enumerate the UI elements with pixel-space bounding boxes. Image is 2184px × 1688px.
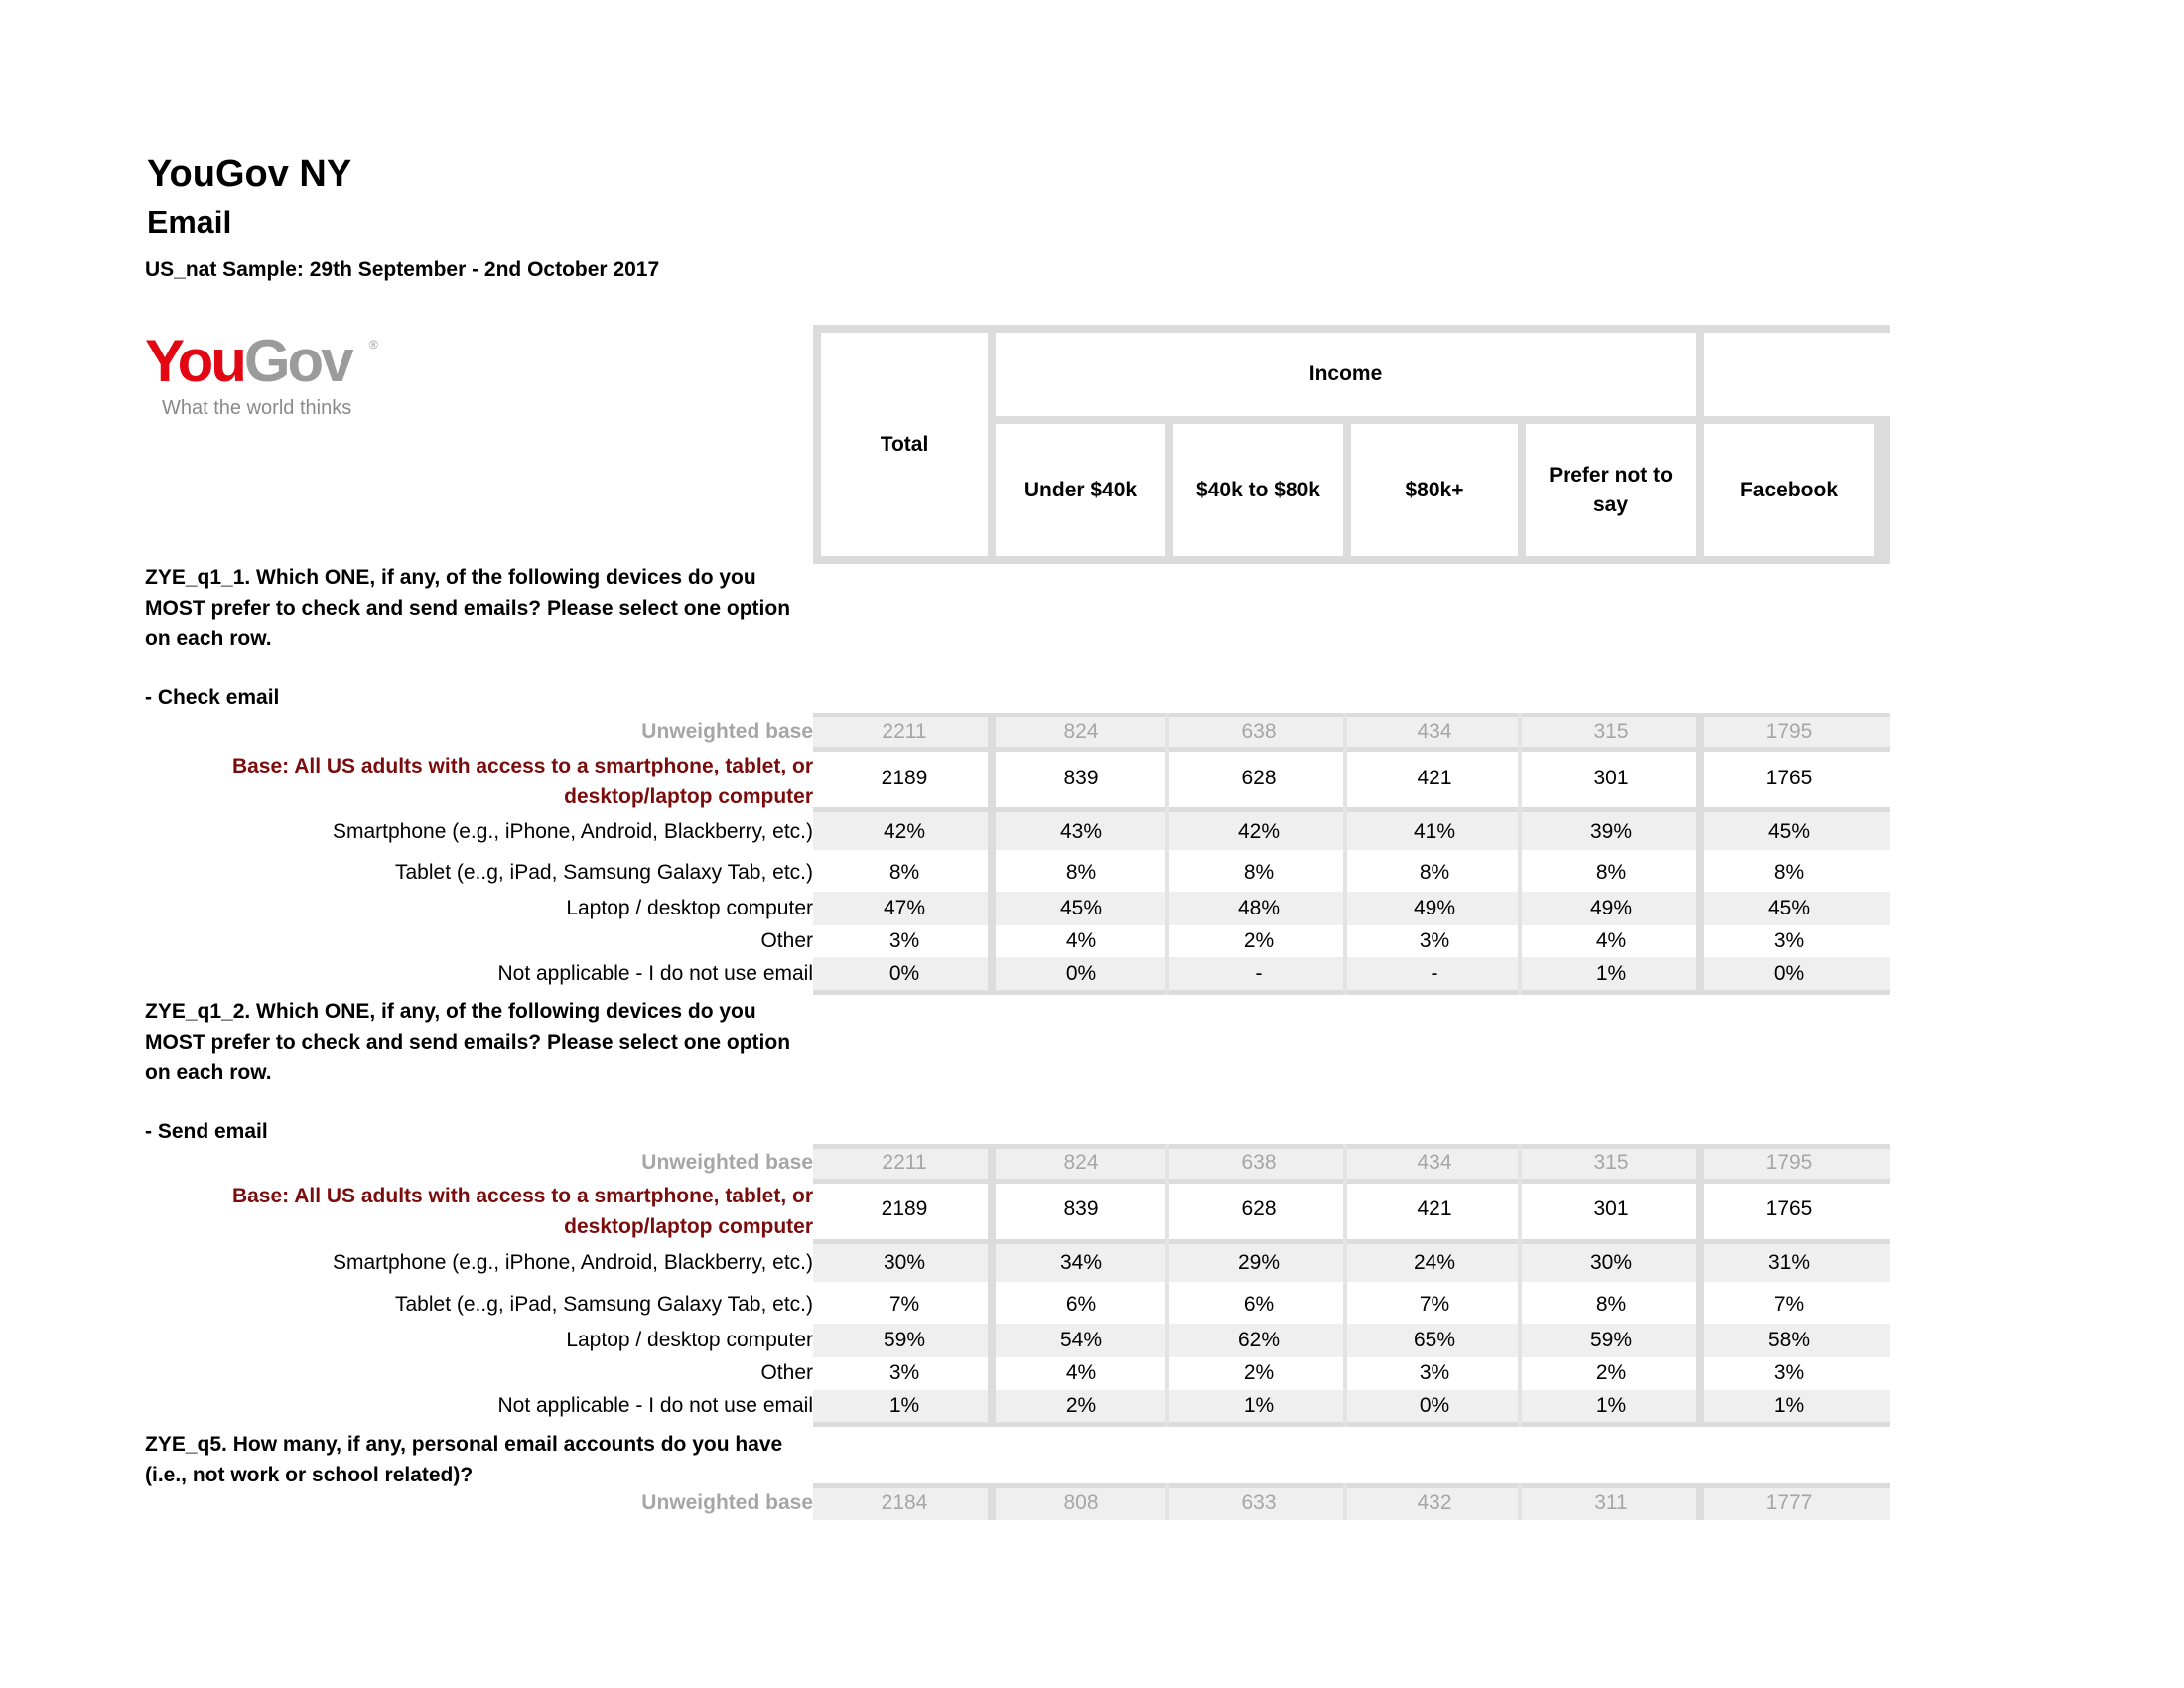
yougov-logo <box>145 328 383 421</box>
cell: 2189 <box>881 767 928 789</box>
col-header-facebook: Facebook <box>1704 424 1874 556</box>
cell: 3% <box>1419 929 1450 952</box>
report-title: YouGov NY <box>147 153 352 195</box>
question-q1-2: ZYE_q1_2. Which ONE, if any, of the following devices do you MOST prefer to check and send emails? Please select one option on each row. <box>145 1000 791 1084</box>
cell: 301 <box>1593 1197 1629 1220</box>
cell: 59% <box>1589 1329 1633 1351</box>
cell: 3% <box>1773 1361 1805 1384</box>
cell: 42% <box>883 820 926 843</box>
cell: 2% <box>1243 929 1275 952</box>
col-group-blank <box>1704 333 1890 416</box>
col-header-40k-to-80k: $40k to $80k <box>1173 424 1343 556</box>
cell: 65% <box>1413 1329 1456 1351</box>
cell: 6% <box>1243 1293 1275 1316</box>
cell: 62% <box>1237 1329 1281 1351</box>
cell: 8% <box>1243 861 1275 884</box>
cell: 638 <box>1241 720 1277 743</box>
col-separator <box>988 1144 996 1427</box>
row-label-other: Other <box>760 929 813 952</box>
col-header-under-40k: Under $40k <box>996 424 1165 556</box>
cell: 4% <box>1065 929 1097 952</box>
cell: 638 <box>1241 1151 1277 1174</box>
cell: 2% <box>1595 1361 1627 1384</box>
table-bottom-border <box>813 1422 1890 1427</box>
col-separator <box>988 713 996 995</box>
cell: 1795 <box>1765 1151 1813 1174</box>
base-label-text: Base: All US adults with access to a smartphone, tablet, or desktop/laptop computer <box>231 755 813 808</box>
row-label-unweighted-base: Unweighted base <box>641 1151 813 1174</box>
question-q1-1: ZYE_q1_1. Which ONE, if any, of the following devices do you MOST prefer to check and send emails? Please select one option on each row. <box>145 566 791 650</box>
row-label-unweighted-base: Unweighted base <box>641 720 813 743</box>
row-label-unweighted-base: Unweighted base <box>641 1491 813 1514</box>
col-separator <box>1696 1144 1704 1427</box>
cell: 54% <box>1059 1329 1103 1351</box>
col-separator <box>1696 713 1704 995</box>
question-q5: ZYE_q5. How many, if any, personal email accounts do you have (i.e., not work or school related)? <box>145 1433 783 1486</box>
cell: 45% <box>1059 897 1103 919</box>
row-label-base <box>178 751 813 812</box>
cell: 421 <box>1417 1197 1452 1220</box>
cell: 1% <box>888 1394 920 1417</box>
cell: 2% <box>1243 1361 1275 1384</box>
cell: 48% <box>1237 897 1281 919</box>
cell: 31% <box>1767 1251 1811 1274</box>
col-separator <box>1165 1483 1169 1520</box>
cell: 34% <box>1059 1251 1103 1274</box>
cell: 432 <box>1417 1491 1452 1514</box>
col-header-prefer-not-to-say: Prefer not to say <box>1526 424 1696 556</box>
row-label-other: Other <box>760 1361 813 1384</box>
cell: 1% <box>1595 962 1627 985</box>
cell: 49% <box>1589 897 1633 919</box>
cell: 824 <box>1063 720 1099 743</box>
col-separator <box>1343 1483 1347 1520</box>
sample-description: US_nat Sample: 29th September - 2nd October 2017 <box>145 258 660 281</box>
col-header-total: Total <box>821 333 988 556</box>
col-separator <box>1343 1144 1347 1427</box>
cell: 1765 <box>1765 767 1813 789</box>
cell: 8% <box>1065 861 1097 884</box>
cell: 315 <box>1593 1151 1629 1174</box>
cell: 2184 <box>881 1491 928 1514</box>
cell: 30% <box>1589 1251 1633 1274</box>
base-label-text: Base: All US adults with access to a smartphone, tablet, or desktop/laptop computer <box>231 1185 813 1238</box>
cell: 434 <box>1417 1151 1452 1174</box>
cell: 421 <box>1417 767 1452 789</box>
cell: 8% <box>888 861 920 884</box>
cell: 628 <box>1241 767 1277 789</box>
row-label-not-applicable: Not applicable - I do not use email <box>497 962 813 985</box>
col-separator <box>1165 713 1169 995</box>
cell: 1% <box>1243 1394 1275 1417</box>
cell: 6% <box>1065 1293 1097 1316</box>
col-header-80k-plus: $80k+ <box>1351 424 1518 556</box>
col-separator <box>1343 713 1347 995</box>
cell: 315 <box>1593 720 1629 743</box>
logo-gov-text: Gov <box>243 328 351 394</box>
cell: 29% <box>1237 1251 1281 1274</box>
cell: 24% <box>1413 1251 1456 1274</box>
cell: 0% <box>1773 962 1805 985</box>
row-label-laptop: Laptop / desktop computer <box>566 1329 813 1351</box>
row-divider <box>813 1179 1890 1184</box>
col-separator <box>988 1483 996 1520</box>
logo-registered-mark: ® <box>369 338 378 352</box>
cell: 2211 <box>882 720 927 743</box>
row-label-tablet: Tablet (e..g, iPad, Samsung Galaxy Tab, etc.) <box>395 861 813 884</box>
row-label-smartphone: Smartphone (e.g., iPhone, Android, Blackberry, etc.) <box>332 820 813 843</box>
cell: 8% <box>1419 861 1450 884</box>
cell: 45% <box>1767 897 1811 919</box>
cell: 30% <box>883 1251 926 1274</box>
cell: 3% <box>888 1361 920 1384</box>
logo-tagline: What the world thinks <box>162 397 352 419</box>
cell: 628 <box>1241 1197 1277 1220</box>
col-separator <box>1696 1483 1704 1520</box>
cell: 301 <box>1593 767 1629 789</box>
cell: 42% <box>1237 820 1281 843</box>
cell: 2% <box>1065 1394 1097 1417</box>
cell: 7% <box>1773 1293 1805 1316</box>
cell: 58% <box>1767 1329 1811 1351</box>
cell: 4% <box>1065 1361 1097 1384</box>
cell: 2211 <box>882 1151 927 1174</box>
cell: 8% <box>1773 861 1805 884</box>
cell: - <box>1255 962 1263 985</box>
cell: 1777 <box>1765 1491 1813 1514</box>
cell: 2189 <box>881 1197 928 1220</box>
cell: 3% <box>1773 929 1805 952</box>
cell: 7% <box>1419 1293 1450 1316</box>
cell: 0% <box>1065 962 1097 985</box>
cell: 3% <box>888 929 920 952</box>
row-label-tablet: Tablet (e..g, iPad, Samsung Galaxy Tab, etc.) <box>395 1293 813 1316</box>
cell: 633 <box>1241 1491 1277 1514</box>
cell: 39% <box>1589 820 1633 843</box>
cell: 1765 <box>1765 1197 1813 1220</box>
cell: 3% <box>1419 1361 1450 1384</box>
cell: 1795 <box>1765 720 1813 743</box>
cell: 1% <box>1773 1394 1805 1417</box>
cell: 808 <box>1063 1491 1099 1514</box>
cell: 4% <box>1595 929 1627 952</box>
cell: 839 <box>1063 1197 1099 1220</box>
cell: 8% <box>1595 1293 1627 1316</box>
col-separator <box>1165 1144 1169 1427</box>
col-group-income: Income <box>996 333 1696 416</box>
table-bottom-border <box>813 990 1890 995</box>
cell: 43% <box>1059 820 1103 843</box>
section-check-email: - Check email <box>145 686 280 709</box>
cell: 7% <box>888 1293 920 1316</box>
cell: 45% <box>1767 820 1811 843</box>
row-label-laptop: Laptop / desktop computer <box>566 897 813 919</box>
cell: 824 <box>1063 1151 1099 1174</box>
row-label-smartphone: Smartphone (e.g., iPhone, Android, Blackberry, etc.) <box>332 1251 813 1274</box>
report-subtitle: Email <box>147 205 232 240</box>
cell: 59% <box>883 1329 926 1351</box>
cell: 839 <box>1063 767 1099 789</box>
cell: 434 <box>1417 720 1452 743</box>
cell: 8% <box>1595 861 1627 884</box>
row-divider <box>813 747 1890 752</box>
row-label-not-applicable: Not applicable - I do not use email <box>497 1394 813 1417</box>
cell: 0% <box>888 962 920 985</box>
row-label-base <box>178 1181 813 1242</box>
cell: - <box>1431 962 1438 985</box>
section-send-email: - Send email <box>145 1120 268 1143</box>
cell: 311 <box>1594 1491 1628 1514</box>
cell: 1% <box>1595 1394 1627 1417</box>
logo-you-text: You <box>145 328 244 394</box>
cell: 41% <box>1413 820 1456 843</box>
cell: 0% <box>1419 1394 1450 1417</box>
cell: 49% <box>1413 897 1456 919</box>
cell: 47% <box>883 897 926 919</box>
